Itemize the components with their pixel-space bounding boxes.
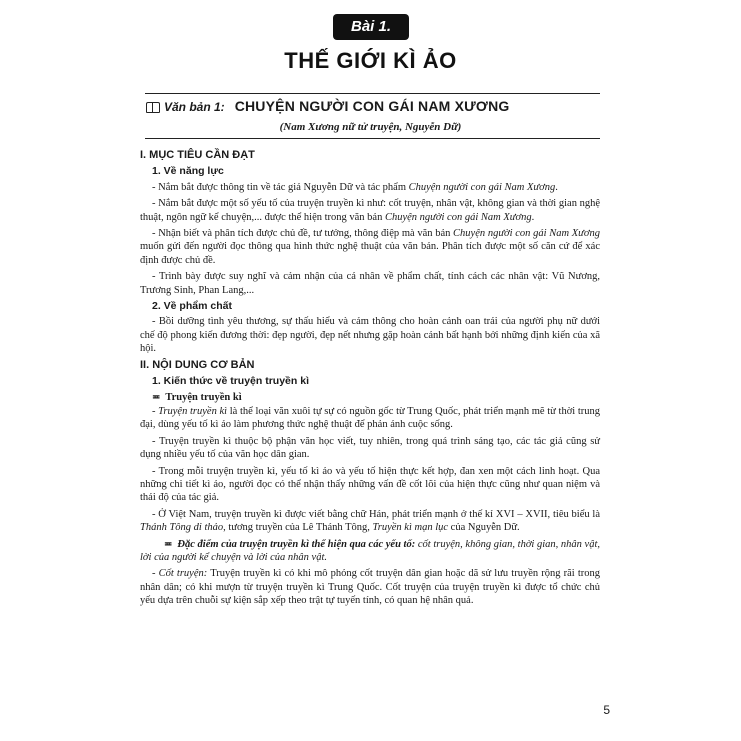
subheading-qualities: 2. Về phẩm chất bbox=[152, 300, 232, 313]
paragraph: - Nắm bắt được thông tin về tác giả Nguyễn Dữ và tác phẩm Chuyện người con gái Nam Xương. bbox=[152, 181, 558, 193]
section-heading-content: II. NỘI DUNG CƠ BẢN bbox=[140, 358, 255, 371]
paragraph: - Nắm bắt được một số yếu tố của truyện truyền kì như: cốt truyện, nhân vật, không gian và thời gian nghệ thuật, ngôn ngữ kể chuyện,... được thể hiện trong văn bản Chuyện người con gái Nam Xương. bbox=[140, 198, 600, 223]
bullet-mark-icon: ≖ bbox=[164, 538, 173, 550]
paragraph: - Cốt truyện: Truyện truyền kì có khi mô phỏng cốt truyện dân gian hoặc dã sử lưu truyền rộng rãi trong nhân dân; có khi mượn từ truyện truyền kì Trung Quốc. Cốt truyện của truyện truyền kì được tổ chức chủ yếu dựa trên chuỗi sự kiện sắp xếp theo trật tự tuyến tính, có quan hệ nhân quả. bbox=[140, 568, 600, 607]
lesson-title: THẾ GIỚI KÌ ẢO bbox=[284, 48, 457, 73]
subheading-competence: 1. Về năng lực bbox=[152, 165, 224, 178]
page-number: 5 bbox=[603, 703, 610, 717]
paragraph: - Nhận biết và phân tích được chủ đề, tư tưởng, thông điệp mà văn bản Chuyện người con gái Nam Xương muốn gửi đến người đọc thông qua hình thức nghệ thuật của văn bản. Phân tích được một số căn cứ để xác định được chủ đề. bbox=[140, 228, 600, 266]
lesson-badge: Bài 1. bbox=[333, 14, 409, 40]
text-header bbox=[146, 98, 606, 118]
paragraph: - Truyện truyền kì thuộc bộ phận văn học viết, tuy nhiên, trong quá trình sáng tạo, các tác giả cũng sử dụng nhiều yếu tố của văn học dân gian. bbox=[140, 435, 600, 461]
bullet-mark-icon: ≖ bbox=[152, 391, 161, 403]
header-rule-top bbox=[145, 93, 600, 94]
paragraph: ≖ Đặc điểm của truyện truyền kì thể hiện qua các yếu tố: cốt truyện, không gian, thời gian, nhân vật, lời của người kể chuyện và lời của nhân vật. bbox=[140, 538, 600, 563]
section-heading-objectives: I. MỤC TIÊU CẦN ĐẠT bbox=[140, 149, 255, 161]
book-icon bbox=[146, 102, 160, 112]
paragraph: - Bồi dưỡng tình yêu thương, sự thấu hiểu và cảm thông cho hoàn cảnh oan trái của người phụ nữ dưới chế độ phong kiến đương thời: đẹp người, đẹp nết nhưng gặp hoàn cảnh bất hạnh bởi những định kiến của xã hội. bbox=[140, 316, 600, 355]
header-rule-bottom bbox=[145, 138, 600, 139]
paragraph: - Trình bày được suy nghĩ và cảm nhận của cá nhân về phẩm chất, tính cách các nhân vật: Vũ Nương, Trương Sinh, Phan Lang,... bbox=[140, 271, 600, 296]
subheading-knowledge: 1. Kiến thức về truyện truyền kì bbox=[152, 375, 309, 388]
text-label: Văn bản 1: bbox=[164, 100, 225, 114]
paragraph: - Ở Việt Nam, truyện truyền kì được viết bằng chữ Hán, phát triển mạnh ở thế kỉ XVI – XVII, tiêu biểu là Thánh Tông di thảo, tương truyền của Lê Thánh Tông, Truyền kì mạn lục của Nguyễn Dữ. bbox=[140, 508, 600, 534]
paragraph: - Trong mỗi truyện truyền kì, yếu tố kì ảo và yếu tố hiện thực kết hợp, đan xen một cách linh hoạt. Qua những chi tiết kì ảo, người đọc có thể nhận thấy những vấn đề cốt lõi của hiện thực cũng như quan niệm và thái độ của tác giả. bbox=[140, 465, 600, 504]
subheading-genre: ≖ Truyện truyền kì bbox=[152, 391, 242, 403]
page-content bbox=[140, 146, 600, 611]
paragraph: - Truyện truyền kì là thể loại văn xuôi tự sự có nguồn gốc từ Trung Quốc, phát triển mạnh mẽ từ thời trung đại, dùng yếu tố kì ảo làm phương thức nghệ thuật để phản ánh cuộc sống. bbox=[140, 405, 600, 431]
text-subtitle: (Nam Xương nữ tử truyện, Nguyễn Dữ) bbox=[279, 121, 462, 133]
text-title: CHUYỆN NGƯỜI CON GÁI NAM XƯƠNG bbox=[234, 98, 510, 114]
